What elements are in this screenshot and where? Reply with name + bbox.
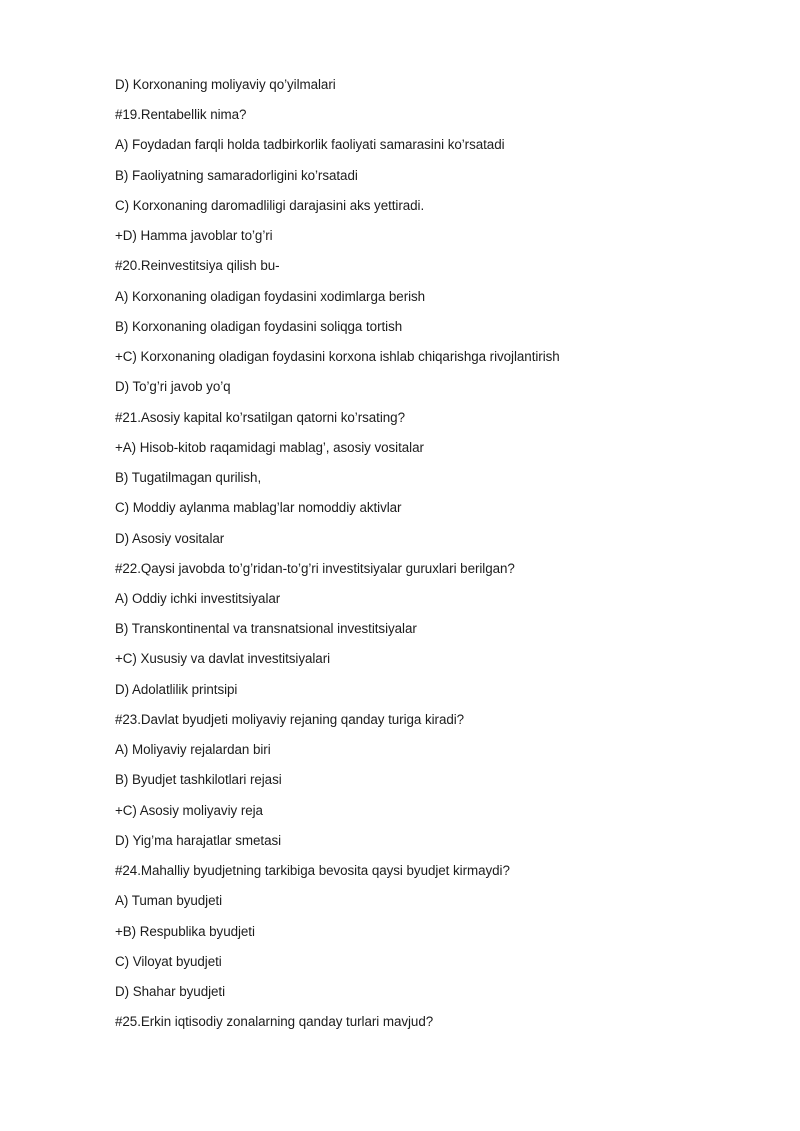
answer-option: A) Tuman byudjeti — [115, 893, 223, 909]
document-text — [115, 75, 775, 1043]
answer-option: C) Viloyat byudjeti — [115, 953, 222, 969]
correct-answer-option: +A) Hisob-kitob raqamidagi mablag’, asosiy vositalar — [115, 439, 424, 455]
answer-option: B) Byudjet tashkilotlari rejasi — [115, 772, 282, 788]
question-heading: #22.Qaysi javobda to’g’ridan-to’g’ri investitsiyalar guruxlari berilgan? — [115, 560, 515, 576]
question-heading: #20.Reinvestitsiya qilish bu- — [115, 258, 280, 274]
answer-option: B) Korxonaning oladigan foydasini soliqga tortish — [115, 318, 403, 334]
question-heading: #23.Davlat byudjeti moliyaviy rejaning qanday turiga kiradi? — [115, 711, 465, 727]
correct-answer-option: +C) Korxonaning oladigan foydasini korxona ishlab chiqarishga rivojlantirish — [115, 349, 560, 365]
question-heading: #24.Mahalliy byudjetning tarkibiga bevosita qaysi byudjet kirmaydi? — [115, 863, 510, 879]
correct-answer-option: +C) Asosiy moliyaviy reja — [115, 802, 263, 818]
answer-option: D) Adolatlilik printsipi — [115, 681, 238, 697]
answer-option: A) Oddiy ichki investitsiyalar — [115, 590, 281, 606]
answer-option: C) Moddiy aylanma mablag’lar nomoddiy aktivlar — [115, 500, 402, 516]
answer-option: A) Foydadan farqli holda tadbirkorlik faoliyati samarasini ko’rsatadi — [115, 137, 505, 153]
answer-option: B) Faoliyatning samaradorligini ko’rsatadi — [115, 167, 358, 183]
correct-answer-option: +C) Xususiy va davlat investitsiyalari — [115, 651, 331, 667]
answer-option: D) Korxonaning moliyaviy qo’yilmalari — [115, 77, 336, 92]
answer-option: B) Tugatilmagan qurilish, — [115, 470, 262, 486]
answer-option: D) To’g’ri javob yo’q — [115, 379, 231, 395]
answer-option: D) Asosiy vositalar — [115, 530, 225, 546]
question-heading: #19.Rentabellik nima? — [115, 107, 247, 123]
answer-option: A) Moliyaviy rejalardan biri — [115, 742, 271, 758]
answer-option: C) Korxonaning daromadliligi darajasini aks yettiradi. — [115, 197, 425, 213]
answer-option: D) Yig’ma harajatlar smetasi — [115, 832, 282, 848]
correct-answer-option: +D) Hamma javoblar to’g’ri — [115, 228, 273, 244]
answer-option: D) Shahar byudjeti — [115, 984, 226, 1000]
correct-answer-option: +B) Respublika byudjeti — [115, 923, 255, 939]
answer-option: A) Korxonaning oladigan foydasini xodimlarga berish — [115, 288, 426, 304]
answer-option: B) Transkontinental va transnatsional investitsiyalar — [115, 621, 417, 637]
question-heading: #21.Asosiy kapital ko’rsatilgan qatorni ko’rsating? — [115, 409, 405, 425]
question-heading: #25.Erkin iqtisodiy zonalarning qanday turlari mavjud? — [115, 1014, 434, 1030]
